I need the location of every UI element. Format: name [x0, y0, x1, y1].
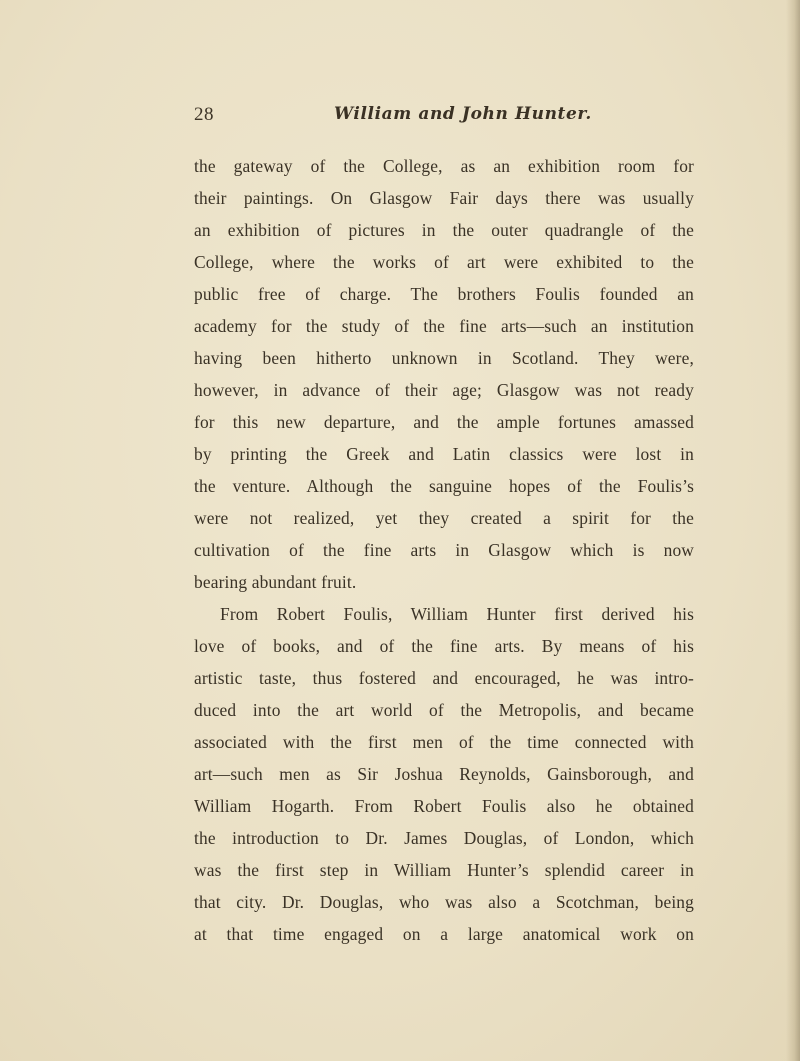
text-line: cultivation of the fine arts in Glasgow which is now: [194, 540, 694, 560]
text-line: William Hogarth. From Robert Foulis also he obtained: [194, 796, 694, 816]
text-line: love of books, and of the fine arts. By means of his: [194, 636, 694, 656]
page-edge-shadow: [786, 0, 800, 1061]
text-line: the venture. Although the sanguine hopes of the Foulis’s: [194, 476, 694, 496]
page-header: [194, 104, 714, 132]
body-text: [194, 150, 694, 950]
running-head: William and John Hunter.: [334, 104, 592, 124]
text-line: an exhibition of pictures in the outer quadrangle of the: [194, 220, 694, 240]
text-line: however, in advance of their age; Glasgow was not ready: [194, 380, 694, 400]
text-line: the gateway of the College, as an exhibition room for: [194, 156, 694, 176]
text-line: public free of charge. The brothers Foulis founded an: [194, 284, 694, 304]
text-line: art—such men as Sir Joshua Reynolds, Gainsborough, and: [194, 764, 694, 784]
text-line: at that time engaged on a large anatomical work on: [194, 924, 694, 944]
page-number: 28: [194, 104, 214, 125]
text-line: College, where the works of art were exhibited to the: [194, 252, 694, 272]
text-line: academy for the study of the fine arts—such an institution: [194, 316, 694, 336]
text-line: by printing the Greek and Latin classics were lost in: [194, 444, 694, 464]
text-line: were not realized, yet they created a spirit for the: [194, 508, 694, 528]
text-line: bearing abundant fruit.: [194, 572, 357, 592]
text-line: artistic taste, thus fostered and encouraged, he was intro-: [194, 668, 694, 688]
text-line: their paintings. On Glasgow Fair days there was usually: [194, 188, 694, 208]
text-line: the introduction to Dr. James Douglas, of London, which: [194, 828, 694, 848]
text-line: that city. Dr. Douglas, who was also a Scotchman, being: [194, 892, 694, 912]
text-line: From Robert Foulis, William Hunter first derived his: [220, 604, 694, 624]
text-line: associated with the first men of the time connected with: [194, 732, 694, 752]
text-line: duced into the art world of the Metropolis, and became: [194, 700, 694, 720]
text-line: having been hitherto unknown in Scotland. They were,: [194, 348, 694, 368]
text-line: for this new departure, and the ample fortunes amassed: [194, 412, 694, 432]
text-line: was the first step in William Hunter’s splendid career in: [194, 860, 694, 880]
